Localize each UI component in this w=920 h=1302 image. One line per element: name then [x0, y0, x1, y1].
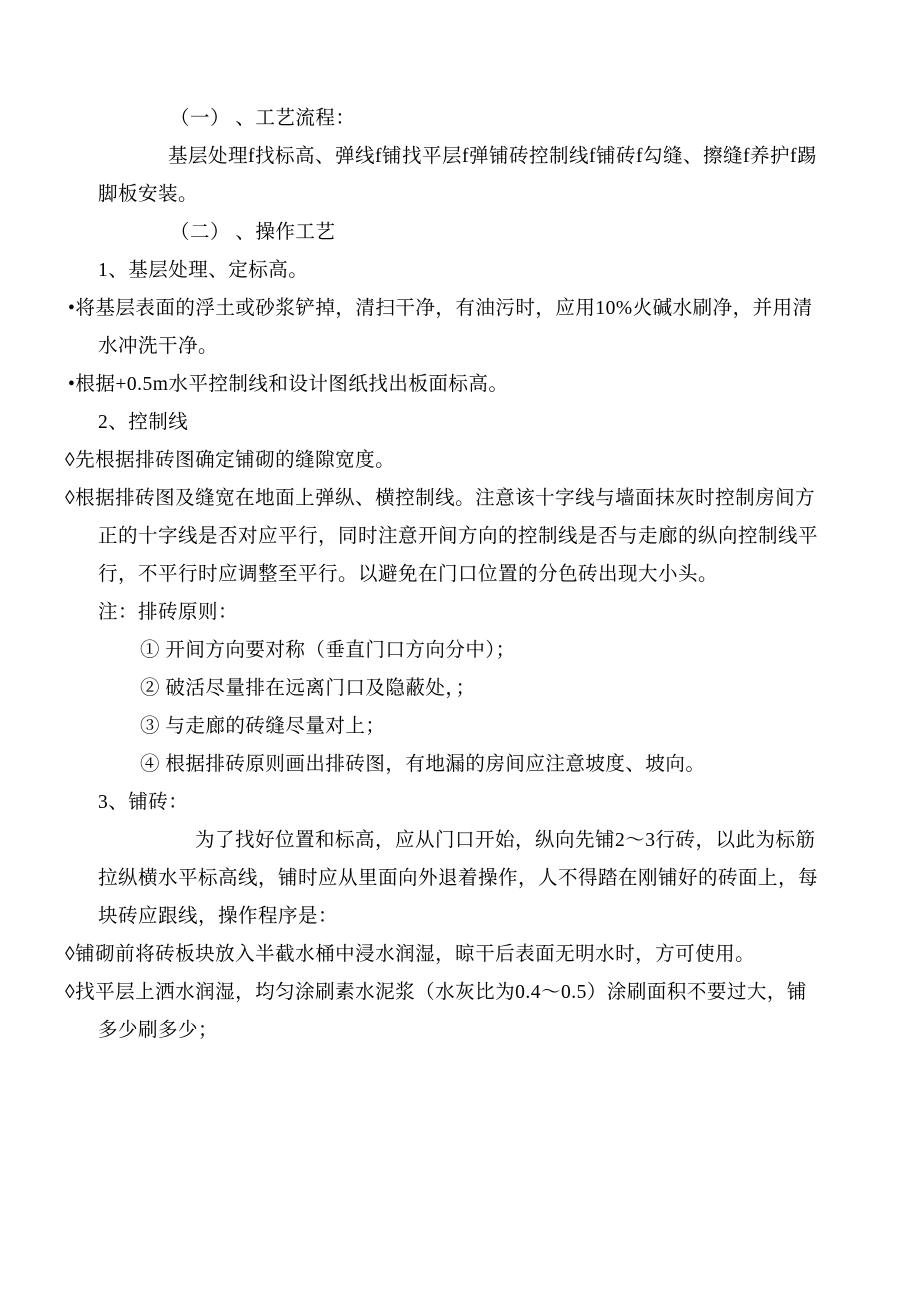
paragraph-15: 3、铺砖： [98, 792, 189, 813]
paragraph-12: ② 破活尽量排在远离门口及隐蔽处，； [140, 678, 476, 699]
paragraph-3: （二） 、操作工艺 [170, 222, 336, 243]
paragraph-11: ① 开间方向要对称（垂直门口方向分中）； [140, 640, 516, 661]
paragraph-6: •根据+0.5m水平控制线和设计图纸找出板面标高。 [68, 374, 509, 395]
paragraph-10: 注：排砖原则： [98, 602, 239, 623]
paragraph-9: ◊根据排砖图及缝宽在地面上弹纵、横控制线。注意该十字线与墙面抹灰时控制房间方正的十字线是否对应平行，同时注意开间方向的控制线是否与走廊的纵向控制线平行，不平行时应调整至平行。以避免在门口位置的分色砖出现大小头。 [65, 488, 819, 585]
paragraph-18: ◊找平层上洒水润湿，均匀涂刷素水泥浆（水灰比为0.4〜0.5）涂刷面积不要过大，铺多少刷多少； [65, 982, 807, 1041]
paragraph-1: （一） 、工艺流程： [170, 108, 356, 129]
paragraph-5: •将基层表面的浮土或砂浆铲掉，清扫干净，有油污时，应用10%火碱水刷净，并用清水冲洗干净。 [68, 298, 813, 357]
paragraph-4: 1、基层处理、定标高。 [98, 260, 309, 281]
paragraph-13: ③ 与走廊的砖缝尽量对上； [140, 716, 386, 737]
paragraph-7: 2、控制线 [98, 412, 189, 433]
document-body [65, 100, 822, 1050]
paragraph-17: ◊铺砌前将砖板块放入半截水桶中浸水润湿，晾干后表面无明水时，方可使用。 [65, 944, 756, 965]
paragraph-2: 基层处理f找标高、弹线f铺找平层f弹铺砖控制线f铺砖f勾缝、擦缝f养护f踢脚板安装。 [98, 146, 817, 205]
paragraph-8: ◊先根据排砖图确定铺砌的缝隙宽度。 [65, 450, 396, 471]
paragraph-14: ④ 根据排砖原则画出排砖图，有地漏的房间应注意坡度、坡向。 [140, 754, 706, 775]
paragraph-16: 为了找好位置和标高，应从门口开始，纵向先铺2〜3行砖，以此为标筋拉纵横水平标高线，铺时应从里面向外退着操作，人不得踏在刚铺好的砖面上，每块砖应跟线，操作程序是： [98, 830, 819, 927]
